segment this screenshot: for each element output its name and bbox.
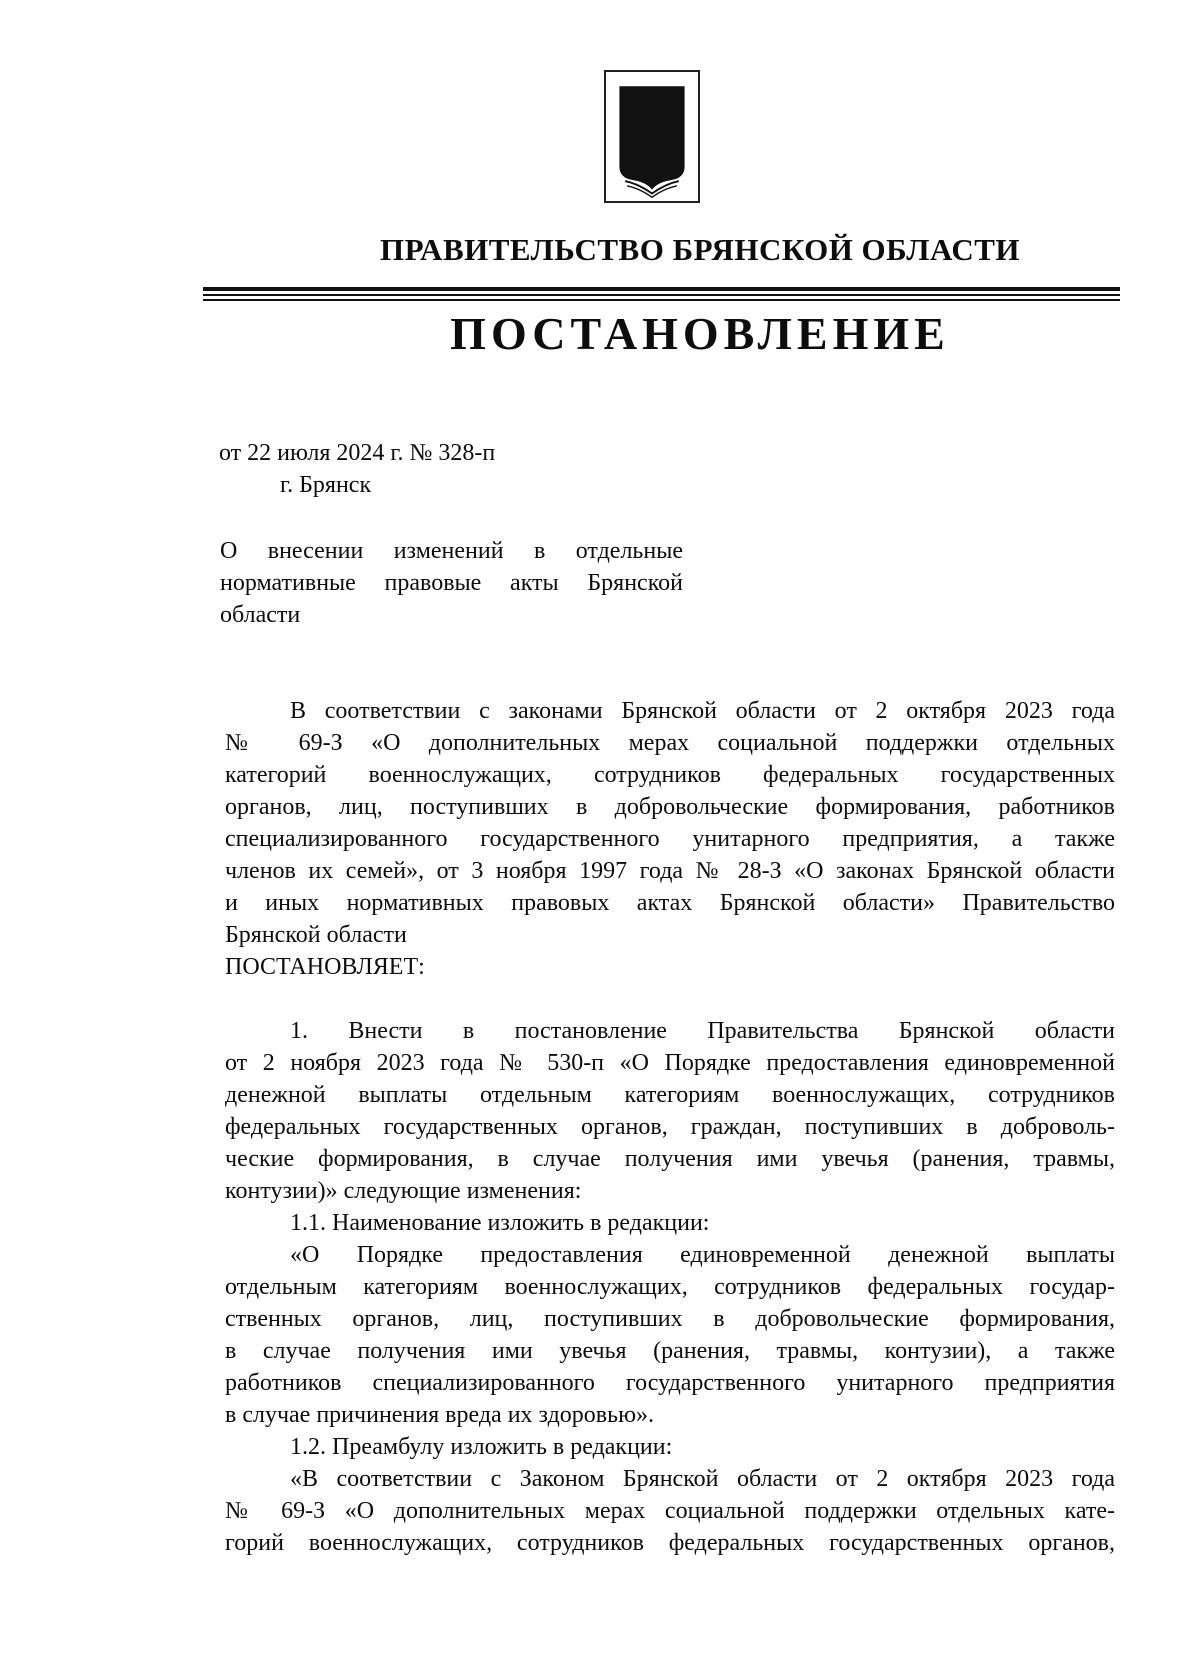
body-line: в случае причинения вреда их здоровью». xyxy=(225,1402,654,1428)
body-line: ческие формирования, в случае получения ими увечья (ранения, травмы, xyxy=(225,1146,1115,1172)
header-rule-thin-2 xyxy=(203,299,1120,301)
body-line: членов их семей», от 3 ноября 1997 года № 28-З «О законах Брянской области xyxy=(225,858,1115,884)
document-city: г. Брянск xyxy=(280,472,372,498)
body-line: денежной выплаты отдельным категориям военнослужащих, сотрудников xyxy=(225,1082,1115,1108)
body-line: ПОСТАНОВЛЯЕТ: xyxy=(225,954,425,980)
body-line: от 2 ноября 2023 года № 530-п «О Порядке предоставления единовременной xyxy=(225,1050,1115,1076)
document-date-number: от 22 июля 2024 г. № 328-п xyxy=(219,440,496,466)
body-line: 1.2. Преамбулу изложить в редакции: xyxy=(290,1434,673,1460)
body-line: «В соответствии с Законом Брянской области от 2 октября 2023 года xyxy=(290,1466,1115,1492)
body-line: и иных нормативных правовых актах Брянской области» Правительство xyxy=(225,890,1115,916)
body-line: отдельным категориям военнослужащих, сотрудников федеральных государ- xyxy=(225,1274,1115,1300)
body-line: контузии)» следующие изменения: xyxy=(225,1178,582,1204)
body-line: 1.1. Наименование изложить в редакции: xyxy=(290,1210,710,1236)
document-subject: О внесении изменений в отдельные нормативные правовые акты Брянской области xyxy=(220,538,683,628)
body-line: В соответствии с законами Брянской области от 2 октября 2023 года xyxy=(290,698,1115,724)
body-line: 1. Внести в постановление Правительства Брянской области xyxy=(290,1018,1115,1044)
shield-icon xyxy=(606,72,698,201)
body-line: в случае получения ими увечья (ранения, травмы, контузии), а также xyxy=(225,1338,1115,1364)
body-line: работников специализированного государственного унитарного предприятия xyxy=(225,1370,1115,1396)
coat-of-arms-emblem xyxy=(604,70,700,203)
body-line: «О Порядке предоставления единовременной денежной выплаты xyxy=(290,1242,1115,1268)
body-line: федеральных государственных органов, граждан, поступивших в доброволь- xyxy=(225,1114,1115,1140)
body-line: специализированного государственного унитарного предприятия, а также xyxy=(225,826,1115,852)
body-line: № 69-З «О дополнительных мерах социальной поддержки отдельных кате- xyxy=(225,1498,1115,1524)
header-rule-thin xyxy=(203,294,1120,296)
body-line xyxy=(225,983,1115,1015)
body-line: ственных органов, лиц, поступивших в добровольческие формирования, xyxy=(225,1306,1115,1332)
document-type-title: ПОСТАНОВЛЕНИЕ xyxy=(450,308,950,359)
body-line: категорий военнослужащих, сотрудников федеральных государственных xyxy=(225,762,1115,788)
body-line: Брянской области xyxy=(225,922,407,948)
body-line: органов, лиц, поступивших в добровольческие формирования, работников xyxy=(225,794,1115,820)
header-rule-thick xyxy=(203,287,1120,291)
government-name: ПРАВИТЕЛЬСТВО БРЯНСКОЙ ОБЛАСТИ xyxy=(379,232,1021,267)
body-line: № 69-З «О дополнительных мерах социальной поддержки отдельных xyxy=(225,730,1115,756)
body-line: горий военнослужащих, сотрудников федеральных государственных органов, xyxy=(225,1530,1115,1556)
